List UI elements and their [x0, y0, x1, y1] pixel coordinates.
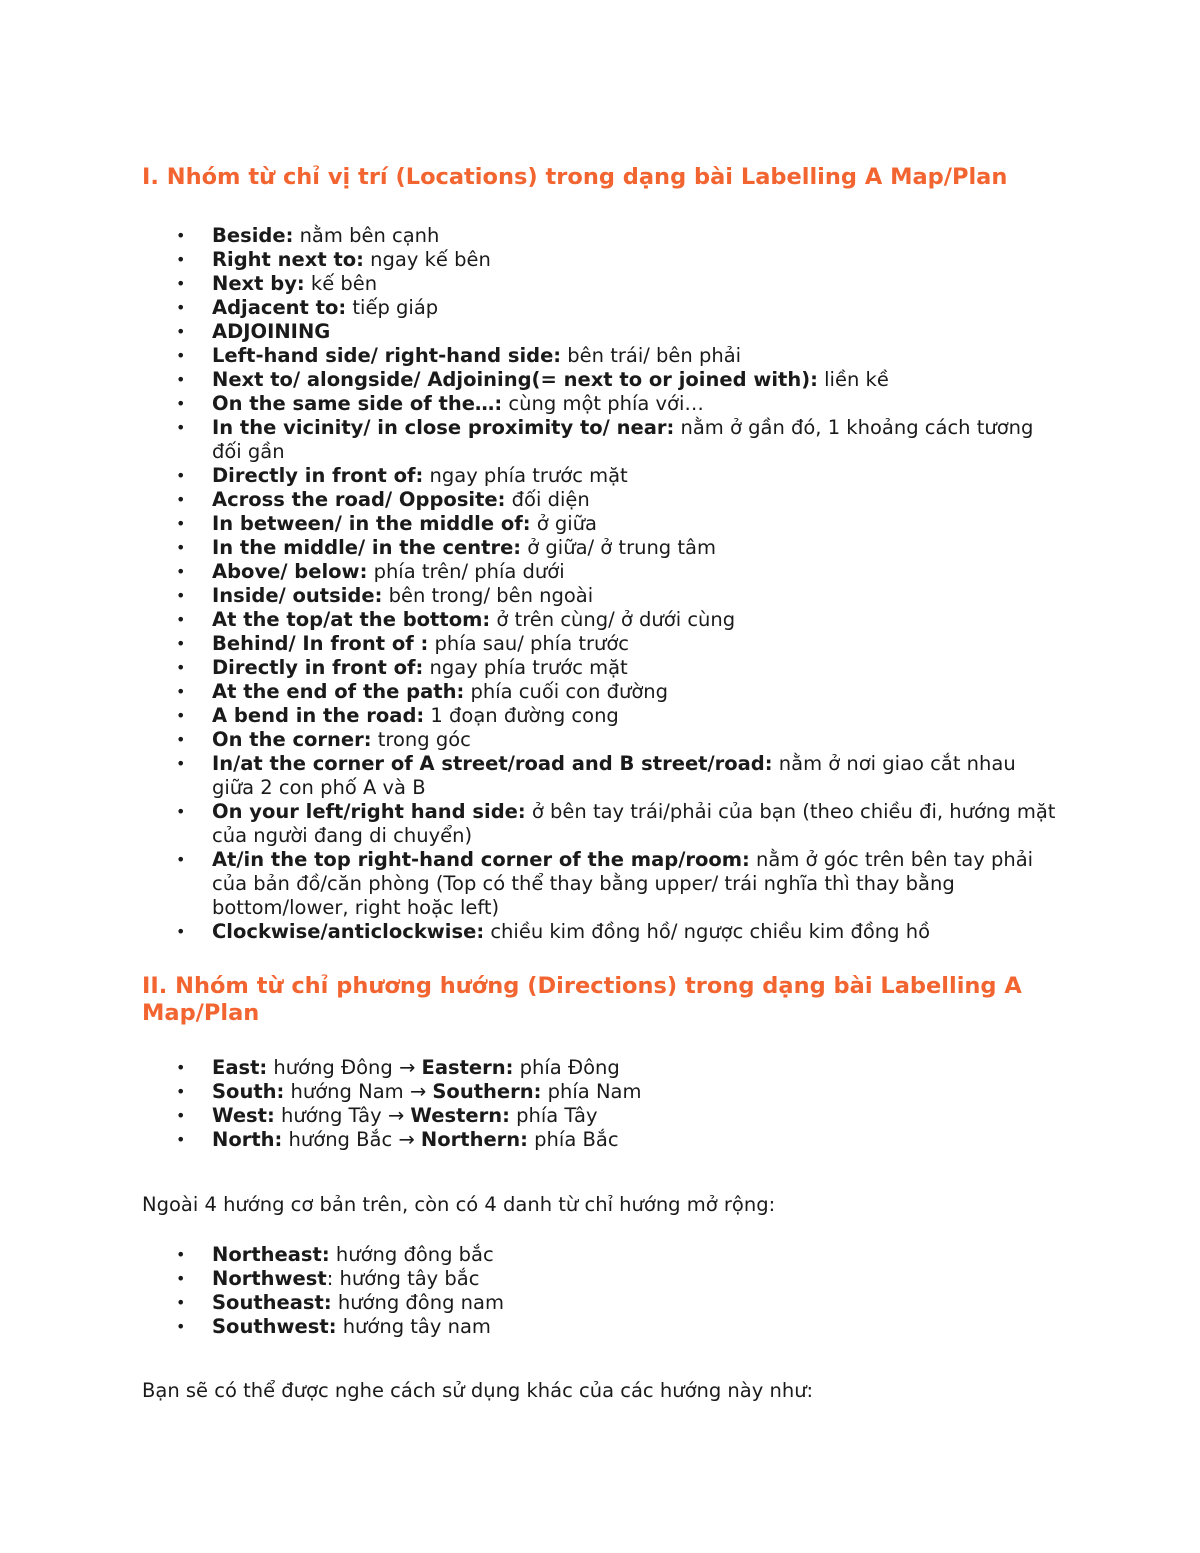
definition: hướng Tây →	[274, 1104, 411, 1127]
definition: hướng tây nam	[336, 1315, 491, 1338]
section-1-heading: I. Nhóm từ chỉ vị trí (Locations) trong dạng bài Labelling A Map/Plan	[142, 164, 1008, 190]
bullet: •	[176, 706, 186, 725]
bullet: •	[176, 586, 186, 605]
list-item	[176, 1128, 1060, 1152]
list-item	[176, 392, 1060, 416]
definition: bên trong/ bên ngoài	[382, 584, 594, 607]
list-item	[176, 1291, 1060, 1315]
definition: phía sau/ phía trước	[428, 632, 630, 655]
bullet: •	[176, 682, 186, 701]
definition: hướng Nam →	[284, 1080, 433, 1103]
definition: cùng một phía với…	[502, 392, 704, 415]
definition-adjective: phía Tây	[509, 1104, 598, 1127]
bullet: •	[176, 1245, 186, 1264]
term: Inside/ outside:	[212, 584, 383, 607]
definition: ngay phía trước mặt	[423, 464, 628, 487]
bullet: •	[176, 250, 186, 269]
definition: nằm ở góc trên bên tay phải của bản đồ/căn phòng (Top có thể thay bằng upper/ trái nghĩa thì thay bằng bottom/lower, right hoặc left)	[212, 848, 1034, 919]
term: Above/ below:	[212, 560, 368, 583]
bullet: •	[176, 226, 186, 245]
bullet: •	[176, 370, 186, 389]
definition-adjective: phía Đông	[513, 1056, 620, 1079]
list-item	[176, 464, 1060, 488]
term: South:	[212, 1080, 285, 1103]
list-item	[176, 1243, 1060, 1267]
bullet: •	[176, 346, 186, 365]
definition: ngay kế bên	[363, 248, 491, 271]
bullet: •	[176, 514, 186, 533]
term: Directly in front of:	[212, 464, 424, 487]
definition-adjective: phía Bắc	[527, 1128, 619, 1151]
extended-directions-list	[142, 1243, 1060, 1339]
term: ADJOINING	[212, 320, 331, 343]
list-item	[176, 1056, 1060, 1080]
term: Northwest	[212, 1267, 327, 1290]
term: At the top/at the bottom:	[212, 608, 491, 631]
list-item	[176, 1104, 1060, 1128]
bullet: •	[176, 1293, 186, 1312]
bullet: •	[176, 466, 186, 485]
bullet: •	[176, 658, 186, 677]
list-item	[176, 680, 1060, 704]
term: In between/ in the middle of:	[212, 512, 531, 535]
definition: hướng đông bắc	[329, 1243, 494, 1266]
term: Next to/ alongside/ Adjoining(= next to or joined with):	[212, 368, 818, 391]
bullet: •	[176, 610, 186, 629]
term: Clockwise/anticlockwise:	[212, 920, 485, 943]
definition: ở bên tay trái/phải của bạn (theo chiều đi, hướng mặt của người đang di chuyển)	[212, 800, 1056, 847]
bullet: •	[176, 1269, 186, 1288]
locations-list	[142, 224, 1060, 944]
definition: đối diện	[505, 488, 590, 511]
list-item	[176, 368, 1060, 392]
term: Directly in front of:	[212, 656, 424, 679]
term: Southeast:	[212, 1291, 332, 1314]
intro-paragraph: Ngoài 4 hướng cơ bản trên, còn có 4 danh từ chỉ hướng mở rộng:	[142, 1193, 776, 1216]
term-adjective: Northern:	[420, 1128, 528, 1151]
list-item	[176, 488, 1060, 512]
definition: hướng Bắc →	[282, 1128, 421, 1151]
bullet: •	[176, 490, 186, 509]
definition: hướng đông nam	[331, 1291, 504, 1314]
list-item	[176, 1267, 1060, 1291]
list-item	[176, 272, 1060, 296]
bullet: •	[176, 1130, 186, 1149]
term-adjective: Western:	[410, 1104, 510, 1127]
list-item	[176, 632, 1060, 656]
bullet: •	[176, 850, 186, 869]
bullet: •	[176, 1106, 186, 1125]
list-item	[176, 560, 1060, 584]
term: Behind/ In front of :	[212, 632, 429, 655]
bullet: •	[176, 1058, 186, 1077]
term-adjective: Southern:	[432, 1080, 542, 1103]
term: North:	[212, 1128, 283, 1151]
definition: liền kề	[817, 368, 889, 391]
definition: chiều kim đồng hồ/ ngược chiều kim đồng hồ	[484, 920, 931, 943]
term: Beside:	[212, 224, 294, 247]
bullet: •	[176, 1317, 186, 1336]
bullet: •	[176, 394, 186, 413]
definition: trong góc	[371, 728, 471, 751]
definition: bên trái/ bên phải	[561, 344, 742, 367]
term: In/at the corner of A street/road and B street/road:	[212, 752, 773, 775]
bullet: •	[176, 754, 186, 773]
term: Left-hand side/ right-hand side:	[212, 344, 562, 367]
list-item	[176, 608, 1060, 632]
bullet: •	[176, 538, 186, 557]
term: At the end of the path:	[212, 680, 465, 703]
definition: nằm bên cạnh	[293, 224, 440, 247]
bullet: •	[176, 730, 186, 749]
list-item	[176, 344, 1060, 368]
bullet: •	[176, 922, 186, 941]
definition: tiếp giáp	[346, 296, 439, 319]
list-item	[176, 752, 1060, 800]
list-item	[176, 512, 1060, 536]
list-item	[176, 224, 1060, 248]
definition: ngay phía trước mặt	[423, 656, 628, 679]
definition: nằm ở nơi giao cắt nhau giữa 2 con phố A và B	[212, 752, 1016, 799]
definition: hướng Đông →	[267, 1056, 422, 1079]
term: On your left/right hand side:	[212, 800, 526, 823]
bullet: •	[176, 298, 186, 317]
list-item	[176, 248, 1060, 272]
bullet: •	[176, 418, 186, 437]
term: East:	[212, 1056, 268, 1079]
definition: ở giữa	[530, 512, 597, 535]
bullet: •	[176, 634, 186, 653]
section-2-heading: II. Nhóm từ chỉ phương hướng (Directions) trong dạng bài Labelling A Map/Plan	[142, 973, 1022, 1026]
term: A bend in the road:	[212, 704, 425, 727]
term: On the corner:	[212, 728, 372, 751]
list-item	[176, 800, 1060, 848]
term: West:	[212, 1104, 275, 1127]
term: In the vicinity/ in close proximity to/ near:	[212, 416, 675, 439]
term: Southwest:	[212, 1315, 337, 1338]
bullet: •	[176, 562, 186, 581]
definition: 1 đoạn đường cong	[424, 704, 619, 727]
bullet: •	[176, 802, 186, 821]
list-item	[176, 1315, 1060, 1339]
definition: kế bên	[304, 272, 378, 295]
term: Across the road/ Opposite:	[212, 488, 506, 511]
bullet: •	[176, 1082, 186, 1101]
definition: ở giữa/ ở trung tâm	[521, 536, 716, 559]
directions-list	[142, 1056, 1060, 1152]
term: Next by:	[212, 272, 305, 295]
term-adjective: Eastern:	[421, 1056, 514, 1079]
list-item	[176, 320, 1060, 344]
list-item	[176, 584, 1060, 608]
term: At/in the top right-hand corner of the map/room:	[212, 848, 750, 871]
bullet: •	[176, 274, 186, 293]
list-item	[176, 920, 1060, 944]
list-item	[176, 1080, 1060, 1104]
list-item	[176, 728, 1060, 752]
definition: nằm ở gần đó, 1 khoảng cách tương đối gần	[212, 416, 1034, 463]
definition: ở trên cùng/ ở dưới cùng	[490, 608, 736, 631]
list-item	[176, 848, 1060, 920]
term: Northeast:	[212, 1243, 330, 1266]
definition-adjective: phía Nam	[541, 1080, 642, 1103]
term: Adjacent to:	[212, 296, 347, 319]
term: On the same side of the…:	[212, 392, 503, 415]
definition: phía trên/ phía dưới	[367, 560, 565, 583]
list-item	[176, 704, 1060, 728]
list-item	[176, 536, 1060, 560]
term: Right next to:	[212, 248, 364, 271]
closing-paragraph: Bạn sẽ có thể được nghe cách sử dụng khác của các hướng này như:	[142, 1379, 814, 1402]
definition: : hướng tây bắc	[326, 1267, 480, 1290]
list-item	[176, 416, 1060, 464]
list-item	[176, 296, 1060, 320]
definition: phía cuối con đường	[464, 680, 669, 703]
list-item	[176, 656, 1060, 680]
term: In the middle/ in the centre:	[212, 536, 522, 559]
bullet: •	[176, 322, 186, 341]
